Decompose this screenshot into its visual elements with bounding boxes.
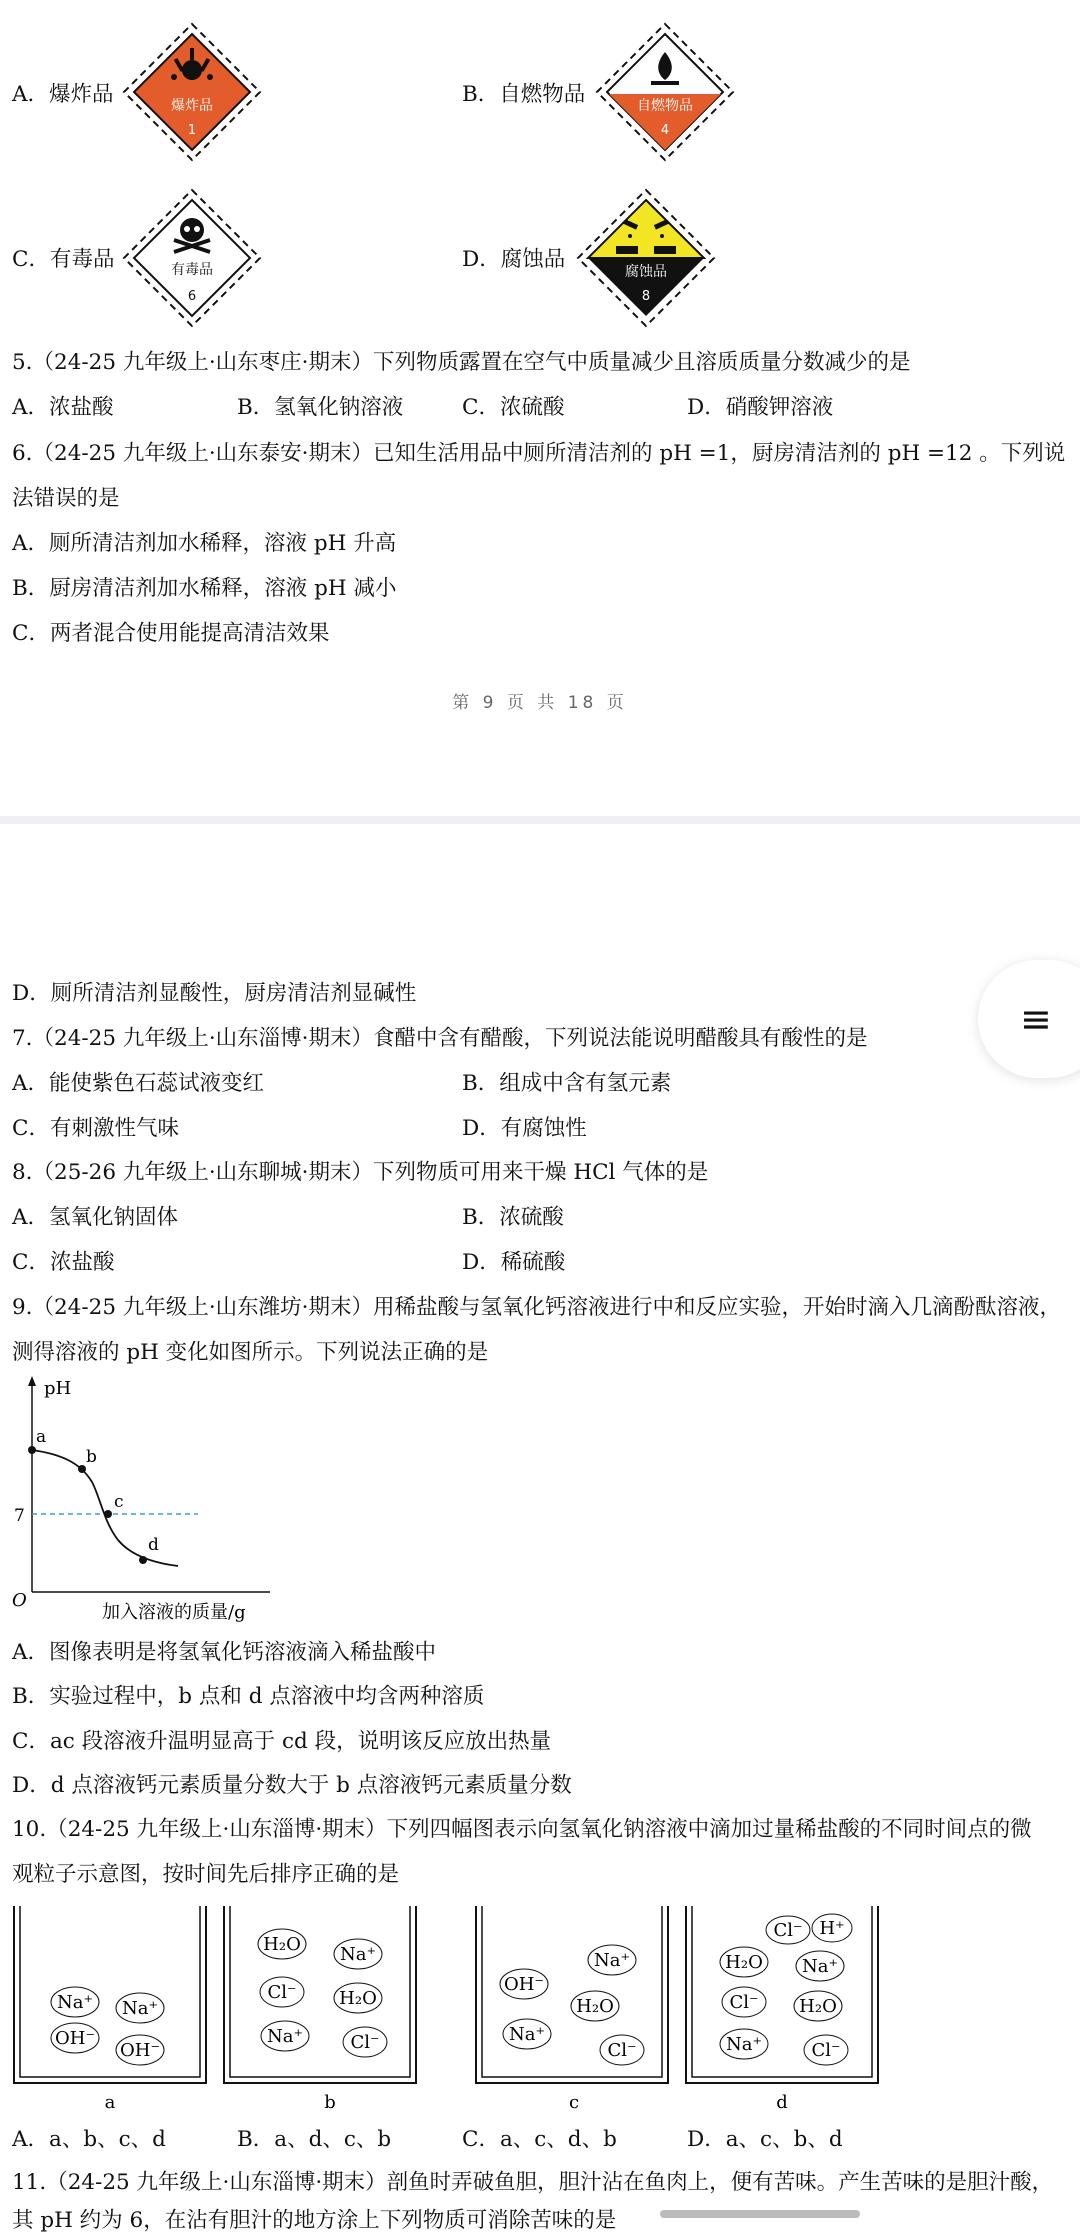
origin-label: O bbox=[12, 1590, 27, 1611]
q6-option-d: D．厕所清洁剂显酸性，厨房清洁剂显碱性 bbox=[12, 981, 417, 1006]
q6-option-a: A．厕所清洁剂加水稀释，溶液 pH 升高 bbox=[12, 531, 397, 556]
beaker-a-label: a bbox=[104, 2092, 116, 2113]
q6-option-b: B．厨房清洁剂加水稀释，溶液 pH 减小 bbox=[12, 576, 397, 601]
point-c-label: c bbox=[114, 1492, 124, 1512]
svg-text:OH⁻: OH⁻ bbox=[120, 2040, 160, 2061]
beaker-b bbox=[224, 1906, 416, 2113]
ph7-tick-label: 7 bbox=[14, 1506, 25, 1526]
svg-text:4: 4 bbox=[660, 123, 670, 138]
q5-option-c: C．浓硫酸 bbox=[462, 395, 565, 420]
point-a-label: a bbox=[36, 1427, 47, 1447]
corrosive-hazard-icon bbox=[576, 188, 716, 328]
beaker-c-label: c bbox=[568, 2092, 580, 2113]
point-d bbox=[139, 1556, 147, 1564]
page-divider bbox=[0, 816, 1080, 824]
menu-button[interactable] bbox=[978, 960, 1080, 1078]
point-a bbox=[28, 1446, 36, 1454]
q5-option-b: B．氢氧化钠溶液 bbox=[237, 395, 404, 420]
svg-text:Cl⁻: Cl⁻ bbox=[811, 2040, 841, 2061]
q7-option-d: D．有腐蚀性 bbox=[462, 1116, 587, 1141]
beaker-c bbox=[476, 1906, 668, 2113]
svg-text:Cl⁻: Cl⁻ bbox=[773, 1920, 803, 1941]
svg-text:自燃物品: 自燃物品 bbox=[637, 98, 693, 114]
beaker-d-label: d bbox=[776, 2092, 788, 2113]
svg-text:Cl⁻: Cl⁻ bbox=[729, 1992, 759, 2013]
svg-text:Na⁺: Na⁺ bbox=[509, 2024, 545, 2045]
x-axis-label: 加入溶液的质量/g bbox=[102, 1602, 246, 1623]
svg-text:Na⁺: Na⁺ bbox=[594, 1950, 630, 1971]
q10-option-c: C．a、c、d、b bbox=[462, 2127, 617, 2152]
sign-text: 爆炸品 bbox=[171, 98, 213, 114]
svg-text:有毒品: 有毒品 bbox=[171, 262, 213, 278]
flammable-hazard-icon bbox=[595, 22, 735, 162]
q5-option-a: A．浓盐酸 bbox=[12, 395, 114, 420]
svg-text:Cl⁻: Cl⁻ bbox=[607, 2040, 637, 2061]
q6-option-c: C．两者混合使用能提高清洁效果 bbox=[12, 621, 330, 646]
q10-option-a: A．a、b、c、d bbox=[12, 2127, 166, 2152]
svg-text:Na⁺: Na⁺ bbox=[122, 1998, 158, 2019]
point-b bbox=[78, 1465, 86, 1473]
svg-text:8: 8 bbox=[641, 289, 651, 304]
q8-option-c: C．浓盐酸 bbox=[12, 1250, 115, 1275]
y-axis-arrow-icon bbox=[28, 1376, 36, 1386]
ph-curve-chart bbox=[0, 1372, 300, 1632]
menu-icon: ≡ bbox=[1020, 997, 1052, 1041]
particle-beakers-figure bbox=[0, 1898, 900, 2118]
svg-text:H₂O: H₂O bbox=[263, 1934, 301, 1955]
q4-option-c: C．有毒品 bbox=[12, 247, 115, 272]
q6-stem-line2: 法错误的是 bbox=[12, 486, 120, 511]
q9-stem-line2: 测得溶液的 pH 变化如图所示。下列说法正确的是 bbox=[12, 1340, 489, 1365]
q8-option-a: A．氢氧化钠固体 bbox=[12, 1205, 179, 1230]
q10-stem-line2: 观粒子示意图，按时间先后排序正确的是 bbox=[12, 1862, 400, 1887]
q11-stem-line2: 其 pH 约为 6，在沾有胆汁的地方涂上下列物质可消除苦味的是 bbox=[12, 2208, 617, 2233]
svg-text:H₂O: H₂O bbox=[576, 1996, 614, 2017]
q7-option-a: A．能使紫色石蕊试液变红 bbox=[12, 1071, 265, 1096]
svg-text:腐蚀品: 腐蚀品 bbox=[625, 264, 667, 280]
svg-text:Na⁺: Na⁺ bbox=[726, 2034, 762, 2055]
beaker-d bbox=[686, 1906, 878, 2113]
beaker-a bbox=[14, 1906, 206, 2113]
svg-text:Cl⁻: Cl⁻ bbox=[267, 1982, 297, 2003]
q8-stem: 8.（25-26 九年级上·山东聊城·期末）下列物质可用来干燥 HCl 气体的是 bbox=[12, 1160, 709, 1185]
y-axis-label: pH bbox=[44, 1378, 72, 1399]
q10-option-d: D．a、c、b、d bbox=[687, 2127, 843, 2152]
q4-option-a: A．爆炸品 bbox=[12, 82, 114, 107]
q9-option-b: B．实验过程中，b 点和 d 点溶液中均含两种溶质 bbox=[12, 1684, 485, 1709]
point-c bbox=[104, 1510, 112, 1518]
q11-stem-line1: 11.（24-25 九年级上·山东淄博·期末）剖鱼时弄破鱼胆，胆汁沾在鱼肉上，便有苦味。产生苦味的是胆汁酸， bbox=[12, 2170, 1054, 2195]
scrollbar[interactable] bbox=[660, 2210, 860, 2218]
q10-option-b: B．a、d、c、b bbox=[237, 2127, 392, 2152]
q9-option-d: D．d 点溶液钙元素质量分数大于 b 点溶液钙元素质量分数 bbox=[12, 1773, 572, 1798]
svg-text:Na⁺: Na⁺ bbox=[340, 1944, 376, 1965]
svg-text:Na⁺: Na⁺ bbox=[267, 2026, 303, 2047]
svg-text:6: 6 bbox=[187, 289, 197, 304]
svg-text:Na⁺: Na⁺ bbox=[802, 1956, 838, 1977]
q10-stem-line1: 10.（24-25 九年级上·山东淄博·期末）下列四幅图表示向氢氧化钠溶液中滴加过量稀盐酸的不同时间点的微 bbox=[12, 1817, 1032, 1842]
q7-option-c: C．有刺激性气味 bbox=[12, 1116, 179, 1141]
q4-option-d: D．腐蚀品 bbox=[462, 247, 566, 272]
q6-stem-line1: 6.（24-25 九年级上·山东泰安·期末）已知生活用品中厕所清洁剂的 pH =1，厨房清洁剂的 pH =12 。下列说 bbox=[12, 441, 1066, 466]
svg-text:1: 1 bbox=[187, 123, 197, 138]
svg-text:Na⁺: Na⁺ bbox=[57, 1992, 93, 2013]
q7-option-b: B．组成中含有氢元素 bbox=[462, 1071, 672, 1096]
svg-text:H₂O: H₂O bbox=[339, 1988, 377, 2009]
q5-stem: 5.（24-25 九年级上·山东枣庄·期末）下列物质露置在空气中质量减少且溶质质量分数减少的是 bbox=[12, 350, 911, 375]
q9-option-a: A．图像表明是将氢氧化钙溶液滴入稀盐酸中 bbox=[12, 1640, 437, 1665]
q8-option-d: D．稀硫酸 bbox=[462, 1250, 566, 1275]
explosive-hazard-icon bbox=[122, 22, 262, 162]
svg-text:OH⁻: OH⁻ bbox=[55, 2028, 95, 2049]
beaker-b-label: b bbox=[324, 2092, 336, 2113]
point-b-label: b bbox=[86, 1447, 97, 1467]
q8-option-b: B．浓硫酸 bbox=[462, 1205, 564, 1230]
svg-text:H⁺: H⁺ bbox=[819, 1918, 845, 1939]
q7-stem: 7.（24-25 九年级上·山东淄博·期末）食醋中含有醋酸，下列说法能说明醋酸具有酸性的是 bbox=[12, 1026, 868, 1051]
q9-stem-line1: 9.（24-25 九年级上·山东潍坊·期末）用稀盐酸与氢氧化钙溶液进行中和反应实验，开始时滴入几滴酚酞溶液， bbox=[12, 1295, 1062, 1320]
svg-text:OH⁻: OH⁻ bbox=[504, 1974, 544, 1995]
page-footer: 第 9 页 共 18 页 bbox=[452, 693, 628, 713]
svg-text:H₂O: H₂O bbox=[799, 1996, 837, 2017]
q5-option-d: D．硝酸钾溶液 bbox=[687, 395, 834, 420]
svg-text:Cl⁻: Cl⁻ bbox=[350, 2032, 380, 2053]
svg-text:H₂O: H₂O bbox=[725, 1952, 763, 1973]
toxic-hazard-icon bbox=[122, 188, 262, 328]
q4-option-b: B．自燃物品 bbox=[462, 82, 586, 107]
q9-option-c: C．ac 段溶液升温明显高于 cd 段，说明该反应放出热量 bbox=[12, 1729, 552, 1754]
point-d-label: d bbox=[148, 1535, 159, 1555]
